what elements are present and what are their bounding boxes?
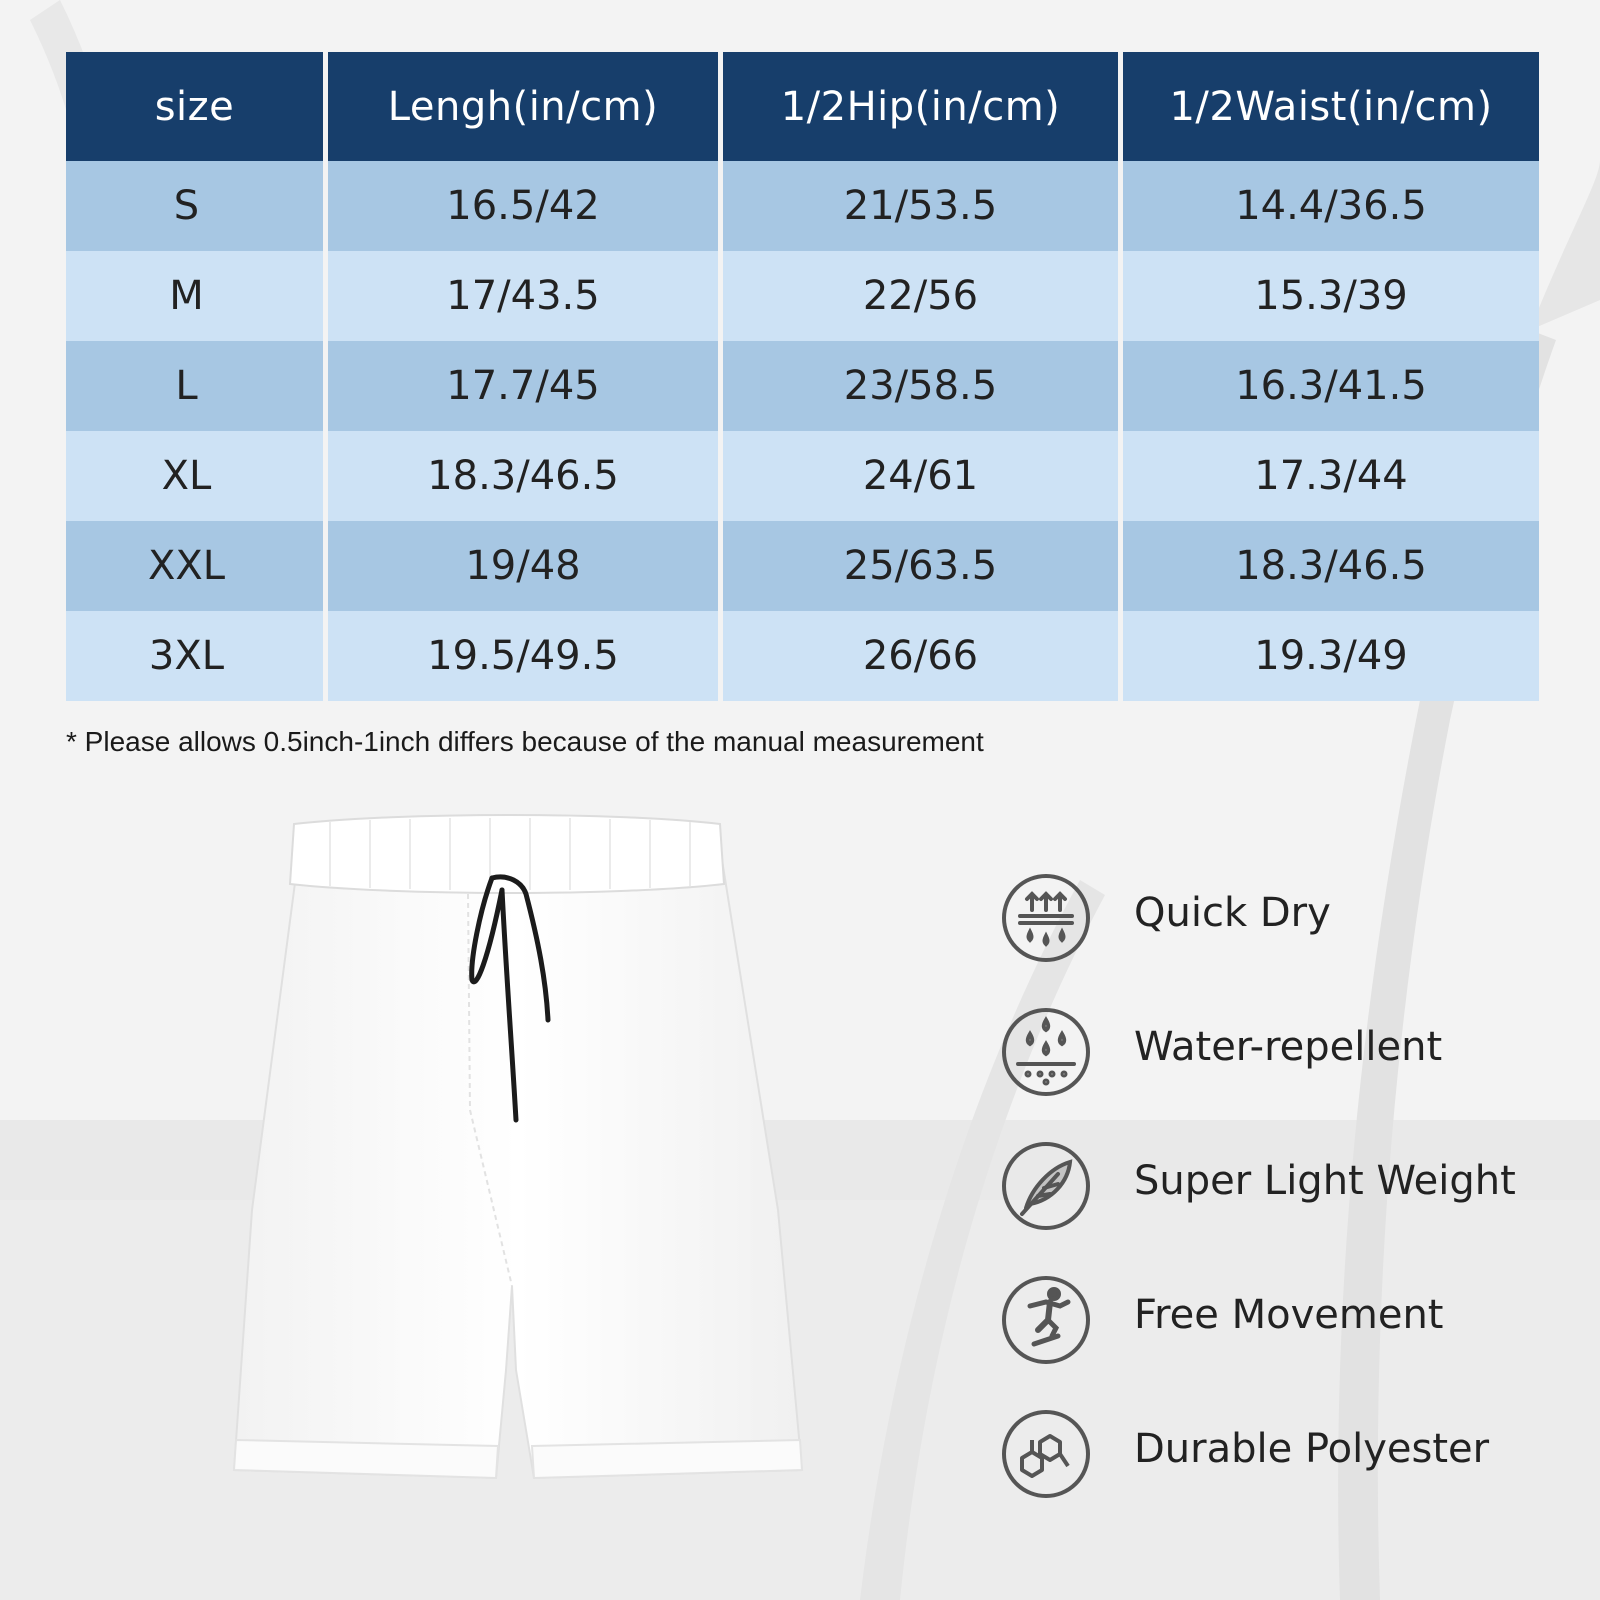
half-hip-cell: 23/58.5 — [723, 341, 1118, 431]
size-cell: 3XL — [66, 611, 323, 701]
half-waist-cell: 15.3/39 — [1123, 251, 1539, 341]
half-waist-cell: 14.4/36.5 — [1123, 161, 1539, 251]
half-hip-cell: 24/61 — [723, 431, 1118, 521]
table-row — [66, 431, 1539, 521]
table-row — [66, 611, 1539, 701]
shorts-product-image — [230, 810, 830, 1530]
table-row — [66, 251, 1539, 341]
half-hip-cell: 21/53.5 — [723, 161, 1118, 251]
size-cell: XL — [66, 431, 323, 521]
half-hip-cell: 22/56 — [723, 251, 1118, 341]
feature-item-water-repellent — [998, 1004, 1558, 1100]
feature-label: Durable Polyester — [1134, 1426, 1490, 1472]
feature-item-free-movement — [998, 1272, 1558, 1368]
size-cell: S — [66, 161, 323, 251]
measurement-note: * Please allows 0.5inch-1inch differs because of the manual measurement — [66, 726, 984, 757]
size-chart-header-row — [66, 52, 1539, 161]
feature-label: Water-repellent — [1134, 1024, 1443, 1070]
molecule-icon — [998, 1406, 1094, 1502]
half-waist-cell: 17.3/44 — [1123, 431, 1539, 521]
half-hip-cell: 25/63.5 — [723, 521, 1118, 611]
feature-item-quick-dry — [998, 870, 1558, 966]
skateboarder-icon — [998, 1272, 1094, 1368]
half-waist-cell: 16.3/41.5 — [1123, 341, 1539, 431]
half-hip-cell: 26/66 — [723, 611, 1118, 701]
feature-item-durable-polyester — [998, 1406, 1558, 1502]
feather-icon — [998, 1138, 1094, 1234]
length-cell: 19/48 — [328, 521, 718, 611]
table-row — [66, 341, 1539, 431]
column-header-size: size — [66, 52, 323, 161]
length-cell: 17.7/45 — [328, 341, 718, 431]
table-row — [66, 161, 1539, 251]
half-waist-cell: 19.3/49 — [1123, 611, 1539, 701]
length-cell: 16.5/42 — [328, 161, 718, 251]
size-cell: M — [66, 251, 323, 341]
size-cell: L — [66, 341, 323, 431]
size-chart-table — [61, 52, 1544, 701]
feature-label: Quick Dry — [1134, 890, 1331, 936]
size-cell: XXL — [66, 521, 323, 611]
column-header-length: Lengh(in/cm) — [328, 52, 718, 161]
feature-label: Super Light Weight — [1134, 1158, 1516, 1204]
feature-item-light-weight — [998, 1138, 1558, 1234]
column-header-half-hip: 1/2Hip(in/cm) — [723, 52, 1118, 161]
length-cell: 18.3/46.5 — [328, 431, 718, 521]
table-row — [66, 521, 1539, 611]
quick-dry-icon — [998, 870, 1094, 966]
column-header-half-waist: 1/2Waist(in/cm) — [1123, 52, 1539, 161]
feature-label: Free Movement — [1134, 1292, 1444, 1338]
water-repellent-icon — [998, 1004, 1094, 1100]
half-waist-cell: 18.3/46.5 — [1123, 521, 1539, 611]
length-cell: 17/43.5 — [328, 251, 718, 341]
length-cell: 19.5/49.5 — [328, 611, 718, 701]
